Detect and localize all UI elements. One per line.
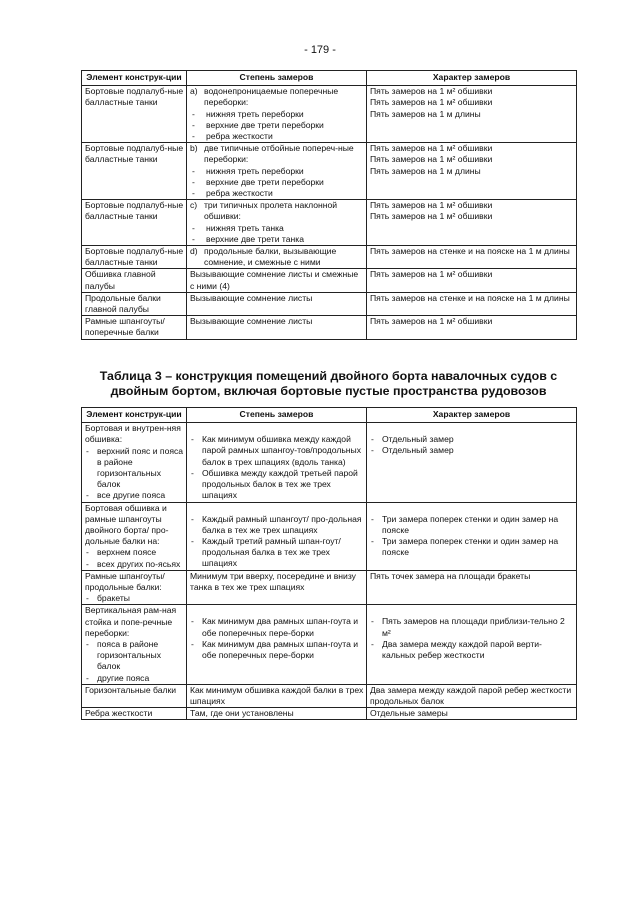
cell-element: Обшивка главной палубы bbox=[82, 269, 187, 292]
item-text: Вызывающие сомнение листы и смежные с ними (4) bbox=[190, 269, 359, 291]
dash-list bbox=[190, 514, 364, 570]
cell-degree bbox=[187, 502, 367, 570]
table-row bbox=[82, 143, 577, 200]
dash-list bbox=[190, 223, 364, 245]
table-row bbox=[82, 708, 577, 720]
cell-element: Бортовые подпалуб-ные балластные танки bbox=[82, 200, 187, 246]
list-item: - верхние две трети танка bbox=[190, 234, 364, 245]
cell-character bbox=[367, 570, 577, 605]
character-line: Пять замеров на 1 м² обшивки bbox=[370, 269, 493, 280]
cell-degree bbox=[187, 684, 367, 707]
degree-text: Там, где они установлены bbox=[190, 708, 294, 719]
table-header-row bbox=[82, 408, 577, 423]
element-text: Бортовая обшивка и рамные шпангоуты двойного борта/ про-дольные балки на: bbox=[85, 502, 169, 547]
list-item: - Как минимум два рамных шпан-гоута и обе поперечных пере-борки bbox=[190, 639, 364, 661]
item-text: водонепроницаемые поперечные переборки: bbox=[204, 86, 339, 108]
character-line: Пять замеров на 1 м² обшивки bbox=[370, 211, 493, 222]
character-line: Пять замеров на 1 м² обшивки bbox=[370, 86, 493, 97]
character-line: Пять замеров на 1 м² обшивки bbox=[370, 200, 493, 211]
dash-list bbox=[190, 109, 364, 143]
element-text: Горизонтальные балки bbox=[85, 684, 177, 695]
list-item: - верхние две трети переборки bbox=[190, 177, 364, 188]
cell-degree bbox=[187, 423, 367, 502]
cell-character bbox=[367, 502, 577, 570]
cell-character bbox=[367, 86, 577, 143]
item-text: Вызывающие сомнение листы bbox=[190, 316, 313, 327]
table-row bbox=[82, 423, 577, 502]
cell-degree bbox=[187, 86, 367, 143]
cell-character bbox=[367, 292, 577, 315]
measurement-table-3 bbox=[81, 407, 577, 720]
dash-list bbox=[85, 446, 184, 502]
dash-list bbox=[370, 616, 574, 661]
cell-degree bbox=[187, 200, 367, 246]
list-item: - Каждый рамный шпангоут/ про-дольная балка в тех же трех шпациях bbox=[190, 514, 364, 536]
lettered-item bbox=[190, 200, 364, 222]
table-header-row bbox=[82, 71, 577, 86]
item-letter: d) bbox=[190, 246, 198, 257]
page-number: - 179 - bbox=[304, 44, 336, 56]
character-line: Пять замеров на стенке и на пояске на 1 м длины bbox=[370, 292, 570, 303]
cell-element bbox=[82, 502, 187, 570]
cell-character bbox=[367, 423, 577, 502]
cell-degree bbox=[187, 246, 367, 269]
list-item: - верхнем поясе bbox=[85, 547, 184, 558]
degree-text: Как минимум обшивка каждой балки в трех шпациях bbox=[190, 684, 364, 707]
list-item: - нижняя треть танка bbox=[190, 223, 364, 234]
cell-character bbox=[367, 708, 577, 720]
cell-degree bbox=[187, 316, 367, 339]
character-text: Пять точек замера на площади бракеты bbox=[370, 570, 531, 581]
list-item: - Пять замеров на площади приблизи-тельно 2 м² bbox=[370, 616, 574, 638]
dash-list bbox=[190, 434, 364, 501]
header-element: Элемент конструк-ции bbox=[82, 71, 187, 86]
list-item: - ребра жесткости bbox=[190, 131, 364, 142]
table-row bbox=[82, 86, 577, 143]
header-character: Характер замеров bbox=[367, 408, 577, 423]
cell-character bbox=[367, 605, 577, 684]
character-line: Пять замеров на 1 м² обшивки bbox=[370, 97, 493, 108]
table-row bbox=[82, 200, 577, 246]
header-element: Элемент конструк-ции bbox=[82, 408, 187, 423]
character-line: Пять замеров на 1 м² обшивки bbox=[370, 316, 493, 327]
table-row bbox=[82, 605, 577, 684]
item-text: Вызывающие сомнение листы bbox=[190, 292, 313, 303]
cell-element: Бортовые подпалуб-ные балластные танки bbox=[82, 143, 187, 200]
list-item: - нижняя треть переборки bbox=[190, 109, 364, 120]
cell-character bbox=[367, 269, 577, 292]
list-item: - Как минимум два рамных шпан-гоута и обе поперечных пере-борки bbox=[190, 616, 364, 638]
element-text: Ребра жесткости bbox=[85, 708, 153, 719]
table-row bbox=[82, 316, 577, 339]
cell-element bbox=[82, 423, 187, 502]
list-item: - Каждый третий рамный шпан-гоут/ продольная балка в тех же трех шпациях bbox=[190, 536, 364, 570]
table-row bbox=[82, 502, 577, 570]
dash-list bbox=[190, 166, 364, 200]
character-line: Пять замеров на 1 м длины bbox=[370, 108, 481, 119]
list-item: - другие пояса bbox=[85, 673, 184, 684]
lettered-item bbox=[190, 143, 364, 165]
dash-list bbox=[370, 514, 574, 559]
cell-degree bbox=[187, 292, 367, 315]
lettered-item bbox=[190, 86, 364, 108]
character-line: Пять замеров на стенке и на пояске на 1 м длины bbox=[370, 246, 570, 257]
cell-element bbox=[82, 708, 187, 720]
character-line: Пять замеров на 1 м длины bbox=[370, 165, 481, 176]
table-3-caption: Таблица 3 – конструкция помещений двойного борта навалочных судов с двойным бортом, включая бортовые пустые пространства рудовозов bbox=[99, 369, 558, 398]
measurement-table-1 bbox=[81, 70, 577, 340]
list-item: - Три замера поперек стенки и один замер на пояске bbox=[370, 514, 574, 536]
item-text: две типичные отбойные попереч-ные переборки: bbox=[204, 143, 354, 165]
header-degree: Степень замеров bbox=[187, 408, 367, 423]
element-text: Вертикальная рам-ная стойка и попе-речные переборки: bbox=[85, 605, 177, 638]
character-line: Пять замеров на 1 м² обшивки bbox=[370, 143, 493, 154]
dash-list bbox=[85, 547, 184, 569]
dash-list bbox=[85, 639, 184, 684]
dash-list bbox=[85, 593, 184, 604]
item-letter: a) bbox=[190, 86, 198, 97]
list-item: - бракеты bbox=[85, 593, 184, 604]
table-row bbox=[82, 269, 577, 292]
table-row bbox=[82, 684, 577, 707]
item-text: продольные балки, вызывающие сомнение, и смежные с ними bbox=[204, 246, 337, 268]
list-item: - верхний пояс и пояса в районе горизонтальных балок bbox=[85, 446, 184, 491]
cell-element: Бортовые подпалуб-ные балластные танки bbox=[82, 246, 187, 269]
character-line: Пять замеров на 1 м² обшивки bbox=[370, 154, 493, 165]
table-row bbox=[82, 246, 577, 269]
list-item: - Отдельный замер bbox=[370, 434, 574, 445]
list-item: - все другие пояса bbox=[85, 490, 184, 501]
header-character: Характер замеров bbox=[367, 71, 577, 86]
character-text: Два замера между каждой парой ребер жесткости продольных балок bbox=[370, 684, 572, 707]
lettered-item bbox=[190, 246, 364, 268]
item-letter: b) bbox=[190, 143, 198, 154]
list-item: - Отдельный замер bbox=[370, 445, 574, 456]
cell-degree bbox=[187, 143, 367, 200]
list-item: - ребра жесткости bbox=[190, 188, 364, 199]
cell-element bbox=[82, 684, 187, 707]
cell-element: Продольные балки главной палубы bbox=[82, 292, 187, 315]
list-item: - нижняя треть переборки bbox=[190, 166, 364, 177]
cell-character bbox=[367, 143, 577, 200]
list-item: - верхние две трети переборки bbox=[190, 120, 364, 131]
cell-degree bbox=[187, 570, 367, 605]
cell-degree bbox=[187, 708, 367, 720]
list-item: - Обшивка между каждой третьей парой продольных балок в тех же трех шпациях bbox=[190, 468, 364, 502]
list-item: - Как минимум обшивка между каждой парой рамных шпангоу-тов/продольных балок в трех шпациях (вдоль танка) bbox=[190, 434, 364, 468]
table-row bbox=[82, 292, 577, 315]
character-text: Отдельные замеры bbox=[370, 708, 448, 719]
cell-character bbox=[367, 316, 577, 339]
list-item: - пояса в районе горизонтальных балок bbox=[85, 639, 184, 673]
list-item: - Три замера поперек стенки и один замер на пояске bbox=[370, 536, 574, 558]
degree-text: Минимум три вверху, посередине и внизу танка в тех же трех шпациях bbox=[190, 570, 356, 593]
cell-element: Бортовые подпалуб-ные балластные танки bbox=[82, 86, 187, 143]
item-letter: c) bbox=[190, 200, 198, 211]
list-item: - всех других по-ясьях bbox=[85, 559, 184, 570]
table-row bbox=[82, 570, 577, 605]
cell-degree bbox=[187, 269, 367, 292]
dash-list bbox=[370, 434, 574, 456]
list-item: - Два замера между каждой парой верти-кальных ребер жесткости bbox=[370, 639, 574, 661]
cell-character bbox=[367, 200, 577, 246]
cell-element bbox=[82, 605, 187, 684]
cell-element bbox=[82, 570, 187, 605]
cell-degree bbox=[187, 605, 367, 684]
element-text: Рамные шпангоуты/ продольные балки: bbox=[85, 570, 165, 593]
cell-character bbox=[367, 684, 577, 707]
dash-list bbox=[190, 616, 364, 661]
header-degree: Степень замеров bbox=[187, 71, 367, 86]
item-text: три типичных пролета наклонной обшивки: bbox=[204, 200, 338, 222]
element-text: Бортовая и внутрен-няя обшивка: bbox=[85, 423, 181, 445]
cell-element: Рамные шпангоуты/ поперечные балки bbox=[82, 316, 187, 339]
cell-character bbox=[367, 246, 577, 269]
